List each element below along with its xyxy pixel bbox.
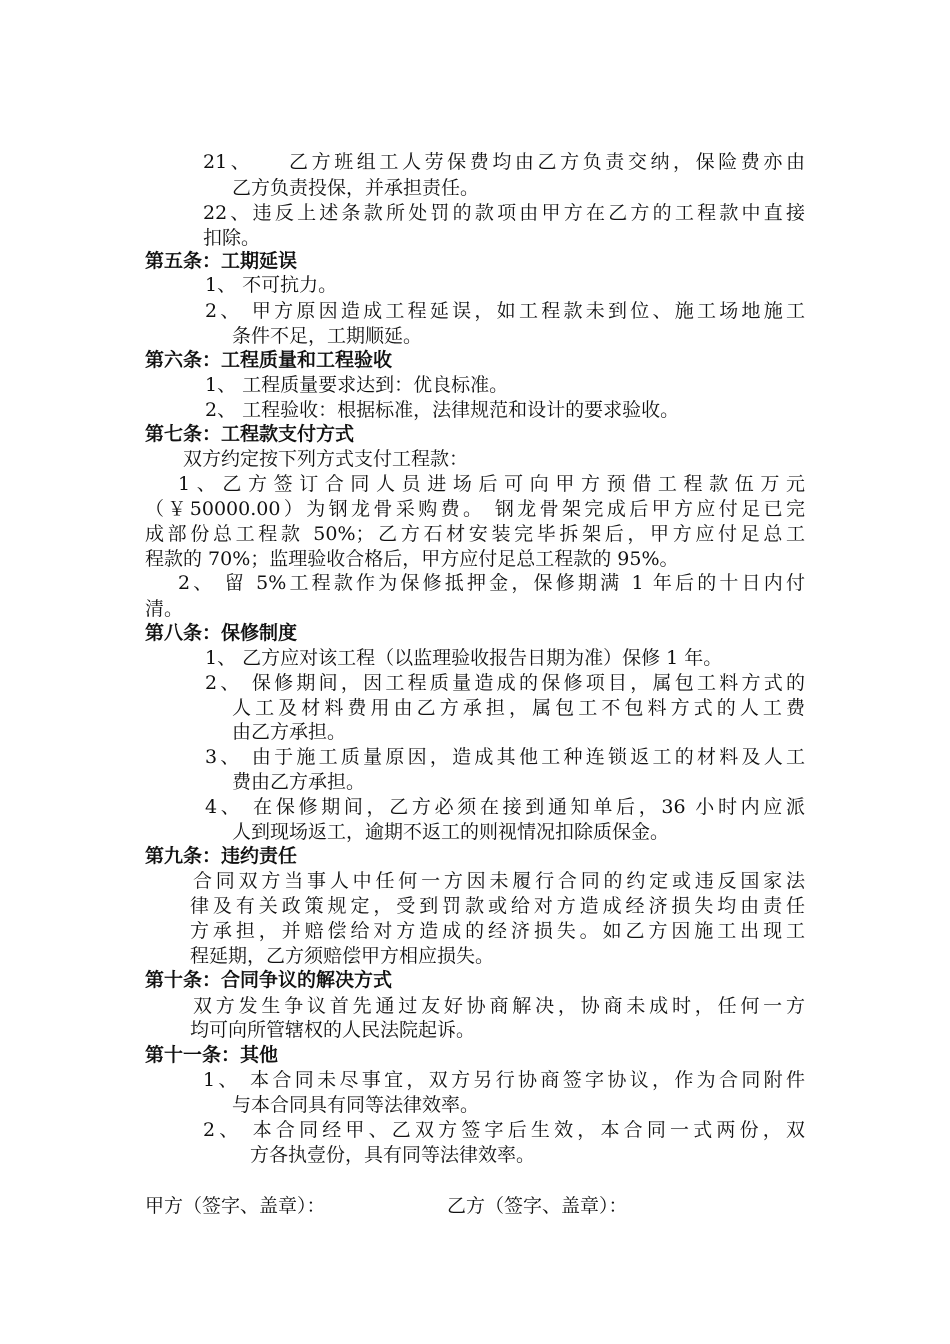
article-5-item-2-line-1: 2、 甲方原因造成工程延误，如工程款未到位、施工场地施工 [205,300,805,322]
party-b-signature-label: 乙方（签字、盖章）： [447,1195,628,1217]
article-11-item-2-line-1: 2、 本合同经甲、乙双方签字后生效，本合同一式两份，双 [203,1119,805,1141]
article-6-item-1: 1、 工程质量要求达到：优良标准。 [205,374,509,396]
article-8-item-3-line-2: 费由乙方承担。 [232,771,366,793]
article-7-para-2-line-2: 清。 [145,598,184,620]
article-5-item-1: 1、 不可抗力。 [205,274,338,296]
article-8-item-2-line-1: 2、 保修期间，因工程质量造成的保修项目，属包工料方式的 [205,672,805,694]
article-7-para-1-line-4: 程款的 70%；监理验收合格后，甲方应付足总工程款的 95%。 [145,548,679,570]
article-11-item-1-line-1: 1、 本合同未尽事宜，双方另行协商签字协议，作为合同附件 [203,1069,805,1091]
article-10-line-2: 均可向所管辖权的人民法院起诉。 [190,1019,476,1041]
clause-21-line-1: 21、 乙方班组工人劳保费均由乙方负责交纳，保险费亦由 [203,151,805,173]
article-7-para-1-line-2: （￥50000.00）为钢龙骨采购费。 钢龙骨架完成后甲方应付足已完 [145,498,805,520]
article-8-item-2-line-3: 由乙方承担。 [232,721,347,743]
clause-22-line-2: 扣除。 [203,227,261,249]
article-10-heading: 第十条：合同争议的解决方式 [145,969,393,991]
article-7-intro: 双方约定按下列方式支付工程款： [183,448,469,470]
article-11-item-2-line-2: 方各执壹份，具有同等法律效率。 [250,1144,536,1166]
article-8-item-2-line-2: 人工及材料费用由乙方承担，属包工不包料方式的人工费 [232,697,805,719]
article-8-item-1: 1、 乙方应对该工程（以监理验收报告日期为准）保修 1 年。 [205,647,723,669]
article-9-heading: 第九条：违约责任 [145,845,298,867]
article-7-para-1-line-3: 成部份总工程款 50%；乙方石材安装完毕拆架后，甲方应付足总工 [145,523,805,545]
article-11-heading: 第十一条：其他 [145,1044,279,1066]
article-8-item-4-line-1: 4、 在保修期间，乙方必须在接到通知单后，36 小时内应派 [205,796,805,818]
article-8-item-3-line-1: 3、 由于施工质量原因，造成其他工种连锁返工的材料及人工 [205,746,805,768]
article-9-line-4: 程延期，乙方须赔偿甲方相应损失。 [190,945,495,967]
article-7-para-2-line-1: 2、 留 5%工程款作为保修抵押金，保修期满 1 年后的十日内付 [178,572,805,594]
article-7-heading: 第七条：工程款支付方式 [145,423,355,445]
clause-21-line-2: 乙方负责投保，并承担责任。 [232,177,480,199]
clause-22-line-1: 22、违反上述条款所处罚的款项由甲方在乙方的工程款中直接 [203,202,805,224]
article-8-heading: 第八条：保修制度 [145,622,298,644]
article-10-line-1: 双方发生争议首先通过友好协商解决，协商未成时，任何一方 [193,995,805,1017]
article-5-item-2-line-2: 条件不足，工期顺延。 [232,325,423,347]
article-9-line-3: 方承担，并赔偿给对方造成的经济损失。如乙方因施工出现工 [190,920,805,942]
article-6-item-2: 2、 工程验收：根据标准，法律规范和设计的要求验收。 [205,399,680,421]
article-7-para-1-line-1: 1、乙方签订合同人员进场后可向甲方预借工程款伍万元 [178,473,805,495]
article-8-item-4-line-2: 人到现场返工，逾期不返工的则视情况扣除质保金。 [232,821,670,843]
article-9-line-2: 律及有关政策规定，受到罚款或给对方造成经济损失均由责任 [190,895,805,917]
article-9-line-1: 合同双方当事人中任何一方因未履行合同的约定或违反国家法 [193,870,805,892]
article-6-heading: 第六条：工程质量和工程验收 [145,349,393,371]
article-11-item-1-line-2: 与本合同具有同等法律效率。 [232,1094,480,1116]
party-a-signature-label: 甲方（签字、盖章）： [145,1195,326,1217]
article-5-heading: 第五条：工期延误 [145,250,298,272]
